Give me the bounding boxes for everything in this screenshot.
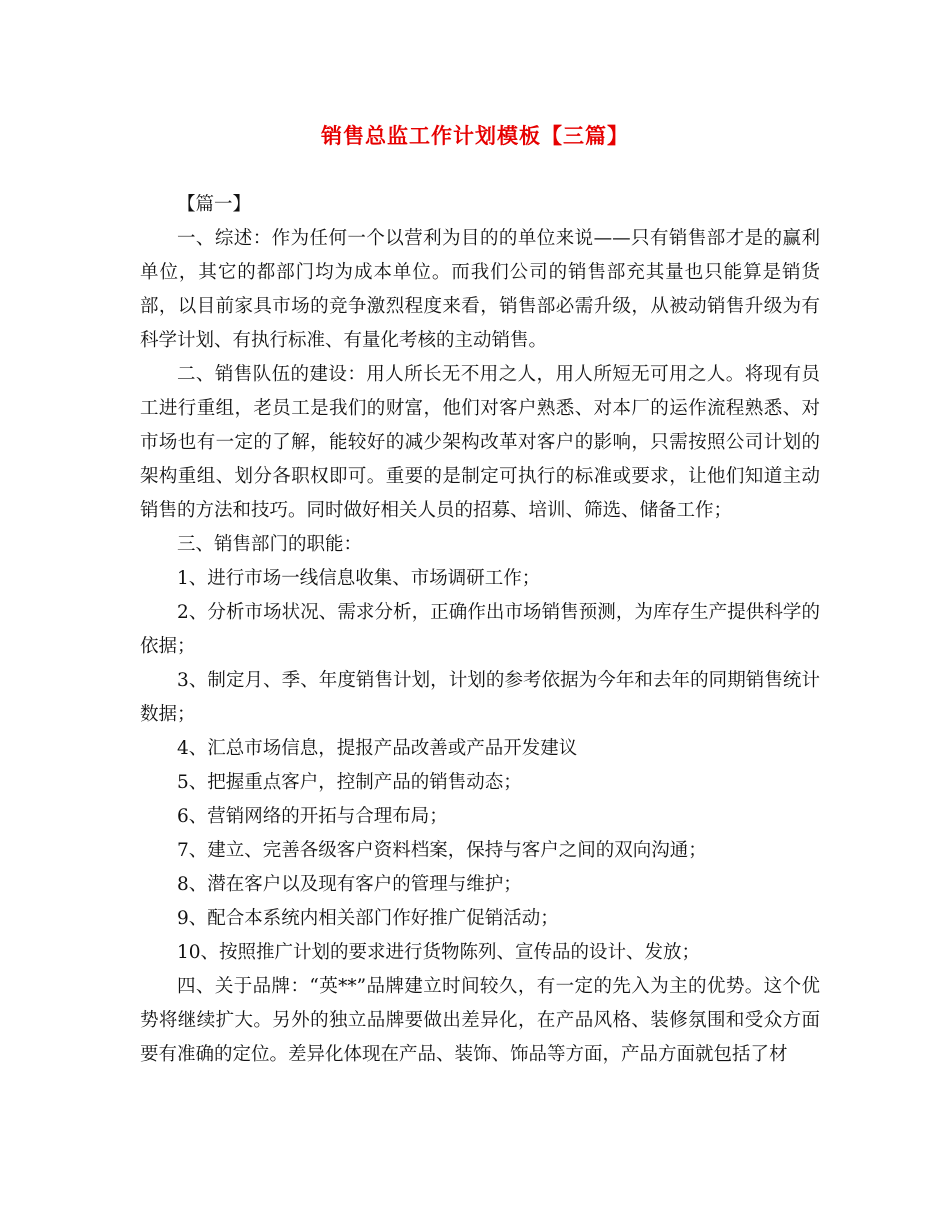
paragraph-item-9: 9、配合本系统内相关部门作好推广促销活动； (177, 908, 559, 929)
paragraph-item-6: 6、营销网络的开拓与合理布局； (177, 806, 448, 827)
paragraph-department-functions: 三、销售部门的职能： (177, 534, 363, 555)
paragraph-item-10: 10、按照推广计划的要求进行货物陈列、宣传品的设计、发放； (177, 942, 701, 963)
paragraph-brand: 四、关于品牌：“英**”品牌建立时间较久，有一定的先入为主的优势。这个优势将继续扩大。另外的独立品牌要做出差异化，在产品风格、装修氛围和受众方面要有准确的定位。差异化体现在产品、装饰、饰品等方面，产品方面就包括了材 (140, 976, 820, 1065)
paragraph-team-building: 二、销售队伍的建设：用人所长无不用之人，用人所短无可用之人。将现有员工进行重组，老员工是我们的财富，他们对客户熟悉、对本厂的运作流程熟悉、对市场也有一定的了解，能较好的减少架构改革对客户的影响，只需按照公司计划的架构重组、划分各职权即可。重要的是制定可执行的标准或要求，让他们知道主动销售的方法和技巧。同时做好相关人员的招募、培训、筛选、储备工作； (140, 364, 820, 521)
paragraph-overview: 一、综述：作为任何一个以营利为目的的单位来说——只有销售部才是的赢利单位，其它的都部门均为成本单位。而我们公司的销售部充其量也只能算是销货部，以目前家具市场的竞争激烈程度来看，销售部必需升级，从被动销售升级为有科学计划、有执行标准、有量化考核的主动销售。 (140, 228, 820, 351)
document-title: 销售总监工作计划模板【三篇】 (321, 123, 629, 148)
paragraph-item-1: 1、进行市场一线信息收集、市场调研工作； (177, 568, 541, 589)
paragraph-item-4: 4、汇总市场信息，提报产品改善或产品开发建议 (177, 738, 578, 759)
paragraph-section-label: 【篇一】 (177, 194, 252, 215)
paragraph-item-3: 3、制定月、季、年度销售计划，计划的参考依据为今年和去年的同期销售统计数据； (140, 670, 820, 725)
paragraph-item-7: 7、建立、完善各级客户资料档案，保持与客户之间的双向沟通； (177, 840, 707, 861)
paragraph-item-5: 5、把握重点客户，控制产品的销售动态； (177, 772, 522, 793)
paragraph-item-2: 2、分析市场状况、需求分析，正确作出市场销售预测，为库存生产提供科学的依据； (140, 602, 820, 657)
document-body (140, 188, 820, 1072)
paragraph-item-8: 8、潜在客户以及现有客户的管理与维护； (177, 874, 522, 895)
